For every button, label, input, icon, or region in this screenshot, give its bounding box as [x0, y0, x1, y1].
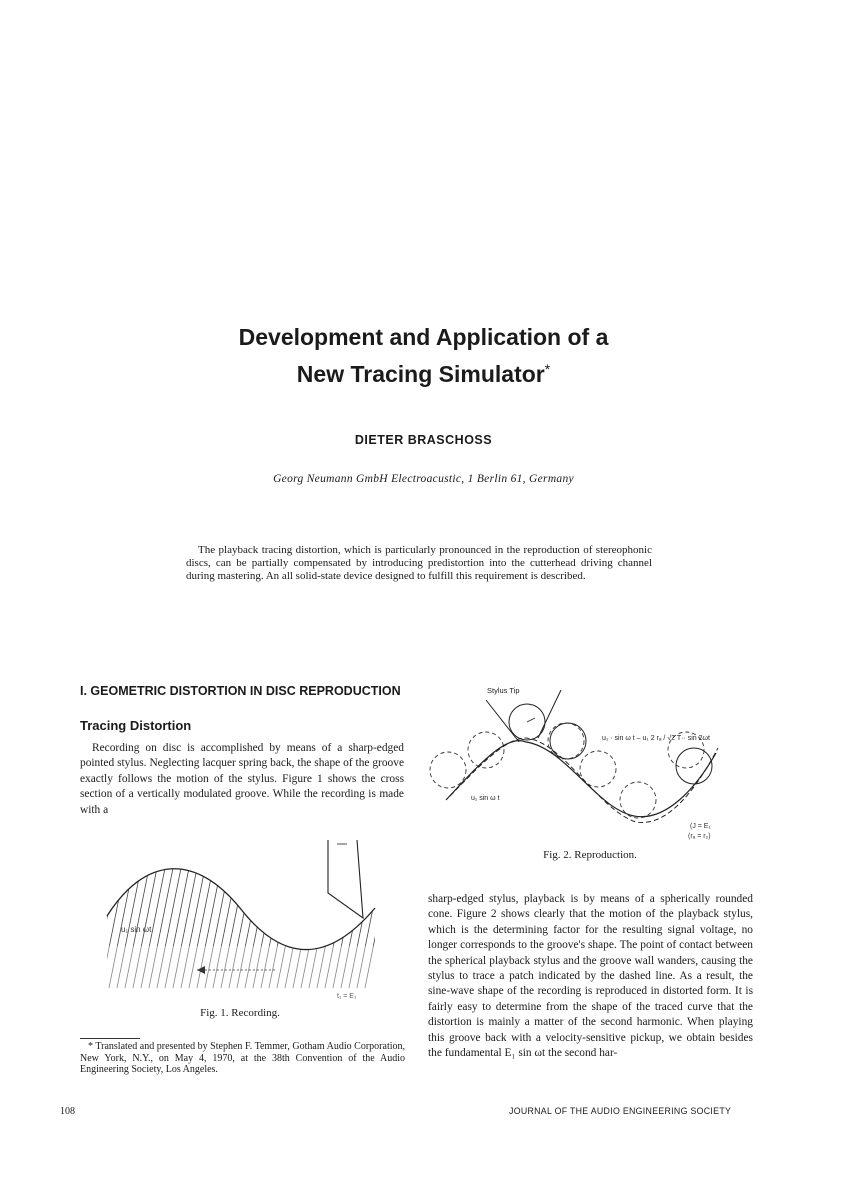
page-number: 108 [60, 1106, 75, 1117]
journal-name: JOURNAL OF THE AUDIO ENGINEERING SOCIETY [509, 1106, 732, 1116]
abstract: The playback tracing distortion, which is particularly pronounced in the reproduction of stereophonic discs, can be partially compensated by introducing predistortion into the cutterhead driving channel during mastering. An all solid-state device designed to fulfill this requirement is described. [186, 544, 652, 582]
subsection-heading: Tracing Distortion [80, 718, 192, 733]
fig2-wave-label: u₁ sin ω t [471, 795, 500, 802]
fig1-corner-label: t₁ = E₁ [337, 993, 357, 1000]
groove-sine-curve [446, 741, 716, 817]
title-text: New Tracing Simulator [296, 361, 545, 387]
traced-path-curve [450, 738, 718, 823]
cutting-stylus [328, 840, 363, 918]
footnote: * Translated and presented by Stephen F. Temmer, Gotham Audio Corporation, New York, N.Y., on May 4, 1970, at the 38th Convention of the Audio Engineering Society, Los Angeles. [80, 1041, 405, 1075]
fig2-corner-label-2: (rₐ = r₂) [688, 833, 711, 840]
fig2-corner-label-1: (J = E₁ [690, 823, 711, 830]
figure-2-caption: Fig. 2. Reproduction. [543, 849, 637, 861]
stylus-tip-label: Stylus Tip [487, 686, 520, 695]
fig1-wave-label: u₁ sin ωt [121, 925, 152, 934]
traced-curve-label: u₁ · sin ω t – u₁ 2 rₐ / √2 T·· sin 2ωt [602, 735, 710, 742]
title-line-2 [0, 353, 847, 390]
section-heading: I. GEOMETRIC DISTORTION IN DISC REPRODUCTION [80, 684, 401, 698]
body-paragraph-right: sharp-edged stylus, playback is by means of a spherically rounded cone. Figure 2 shows clearly that the motion of the playback stylus, which is the determining factor for the resulting signal voltage, no longer corresponds to the groove's shape. The point of contact between the spherical playback stylus and the groove wall wanders, causing the stylus to trace a patch indicated by the dashed line. As a result, the sine-wave shape of the recording is reproduced in distorted form. It is fairly easy to determine from the shape of the traced curve that the distortion is mainly a matter of the second harmonic. When playing this groove back with a velocity-sensitive pickup, we obtain besides the fundamental E₁ sin ωt the second har- [428, 893, 753, 1060]
title-line-1: Development and Application of a [238, 324, 609, 350]
figure-2-reproduction [426, 678, 766, 844]
groove-curve [107, 869, 375, 950]
author: DIETER BRASCHOSS [354, 433, 493, 447]
figure-1-caption: Fig. 1. Recording. [200, 1007, 280, 1019]
affiliation: Georg Neumann GmbH Electroacustic, 1 Berlin 61, Germany [273, 473, 574, 485]
footnote-rule [80, 1038, 140, 1039]
figure-1-recording [85, 838, 395, 1008]
title-footnote-mark: * [544, 361, 551, 377]
body-paragraph-left: Recording on disc is accomplished by means of a sharp-edged pointed stylus. Neglecting lacquer spring back, the shape of the groove exactly follows the motion of the stylus. Figure 1 shows the cross section of a vertically modulated groove. While the recording is made with a [80, 742, 404, 816]
